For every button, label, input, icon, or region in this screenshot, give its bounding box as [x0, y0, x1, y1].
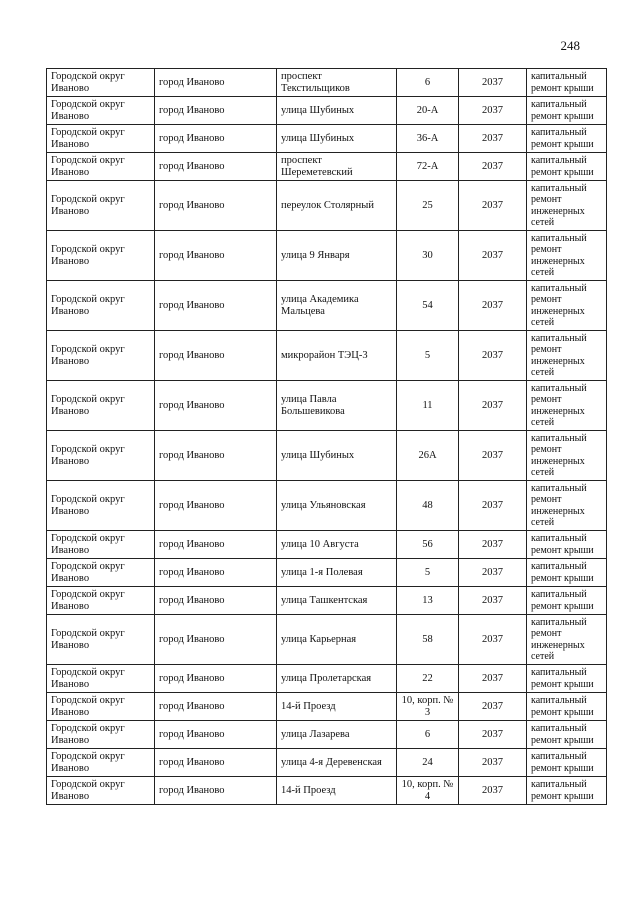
works-table	[46, 68, 607, 805]
year-cell: 2037	[459, 231, 527, 281]
street-cell: 14-й Проезд	[277, 693, 397, 721]
street-cell: улица Карьерная	[277, 615, 397, 665]
street-cell: переулок Столярный	[277, 181, 397, 231]
house-number-cell: 25	[397, 181, 459, 231]
year-cell: 2037	[459, 97, 527, 125]
city-cell: город Иваново	[155, 531, 277, 559]
street-cell: улица Пролетарская	[277, 665, 397, 693]
year-cell: 2037	[459, 615, 527, 665]
city-cell: город Иваново	[155, 231, 277, 281]
street-cell: улица Павла Большевикова	[277, 381, 397, 431]
street-cell: улица Лазарева	[277, 721, 397, 749]
street-cell: улица Шубиных	[277, 431, 397, 481]
municipality-cell: Городской округ Иваново	[47, 615, 155, 665]
work-type-cell: капитальный ремонт крыши	[527, 665, 607, 693]
street-cell: улица 10 Августа	[277, 531, 397, 559]
house-number-cell: 13	[397, 587, 459, 615]
table-row	[47, 721, 607, 749]
city-cell: город Иваново	[155, 181, 277, 231]
house-number-cell: 26А	[397, 431, 459, 481]
municipality-cell: Городской округ Иваново	[47, 381, 155, 431]
city-cell: город Иваново	[155, 777, 277, 805]
work-type-cell: капитальный ремонт инженерных сетей	[527, 331, 607, 381]
year-cell: 2037	[459, 481, 527, 531]
page-number: 248	[560, 38, 580, 53]
work-type-cell: капитальный ремонт крыши	[527, 749, 607, 777]
table-row	[47, 665, 607, 693]
house-number-cell: 5	[397, 559, 459, 587]
municipality-cell: Городской округ Иваново	[47, 531, 155, 559]
street-cell: улица Академика Мальцева	[277, 281, 397, 331]
city-cell: город Иваново	[155, 749, 277, 777]
work-type-cell: капитальный ремонт инженерных сетей	[527, 231, 607, 281]
year-cell: 2037	[459, 587, 527, 615]
street-cell: улица 1-я Полевая	[277, 559, 397, 587]
table-row	[47, 559, 607, 587]
work-type-cell: капитальный ремонт крыши	[527, 531, 607, 559]
house-number-cell: 20-А	[397, 97, 459, 125]
year-cell: 2037	[459, 693, 527, 721]
table-row	[47, 125, 607, 153]
year-cell: 2037	[459, 531, 527, 559]
street-cell: улица Ульяновская	[277, 481, 397, 531]
city-cell: город Иваново	[155, 331, 277, 381]
municipality-cell: Городской округ Иваново	[47, 331, 155, 381]
municipality-cell: Городской округ Иваново	[47, 69, 155, 97]
house-number-cell: 36-А	[397, 125, 459, 153]
city-cell: город Иваново	[155, 587, 277, 615]
street-cell: проспект Шереметевский	[277, 153, 397, 181]
city-cell: город Иваново	[155, 721, 277, 749]
city-cell: город Иваново	[155, 665, 277, 693]
municipality-cell: Городской округ Иваново	[47, 559, 155, 587]
year-cell: 2037	[459, 431, 527, 481]
municipality-cell: Городской округ Иваново	[47, 231, 155, 281]
year-cell: 2037	[459, 381, 527, 431]
municipality-cell: Городской округ Иваново	[47, 97, 155, 125]
work-type-cell: капитальный ремонт инженерных сетей	[527, 431, 607, 481]
municipality-cell: Городской округ Иваново	[47, 721, 155, 749]
street-cell: микрорайон ТЭЦ-3	[277, 331, 397, 381]
street-cell: улица Ташкентская	[277, 587, 397, 615]
table-row	[47, 153, 607, 181]
city-cell: город Иваново	[155, 281, 277, 331]
municipality-cell: Городской округ Иваново	[47, 749, 155, 777]
table-row	[47, 587, 607, 615]
municipality-cell: Городской округ Иваново	[47, 777, 155, 805]
work-type-cell: капитальный ремонт крыши	[527, 97, 607, 125]
work-type-cell: капитальный ремонт крыши	[527, 777, 607, 805]
house-number-cell: 72-А	[397, 153, 459, 181]
table-row	[47, 331, 607, 381]
work-type-cell: капитальный ремонт инженерных сетей	[527, 381, 607, 431]
work-type-cell: капитальный ремонт инженерных сетей	[527, 481, 607, 531]
municipality-cell: Городской округ Иваново	[47, 481, 155, 531]
city-cell: город Иваново	[155, 153, 277, 181]
table-row	[47, 749, 607, 777]
work-type-cell: капитальный ремонт крыши	[527, 69, 607, 97]
house-number-cell: 22	[397, 665, 459, 693]
house-number-cell: 54	[397, 281, 459, 331]
year-cell: 2037	[459, 331, 527, 381]
table-row	[47, 693, 607, 721]
house-number-cell: 11	[397, 381, 459, 431]
work-type-cell: капитальный ремонт крыши	[527, 559, 607, 587]
table-row	[47, 281, 607, 331]
city-cell: город Иваново	[155, 615, 277, 665]
municipality-cell: Городской округ Иваново	[47, 693, 155, 721]
house-number-cell: 30	[397, 231, 459, 281]
work-type-cell: капитальный ремонт инженерных сетей	[527, 181, 607, 231]
street-cell: проспект Текстильщиков	[277, 69, 397, 97]
city-cell: город Иваново	[155, 431, 277, 481]
table-row	[47, 481, 607, 531]
work-type-cell: капитальный ремонт крыши	[527, 721, 607, 749]
table-row	[47, 181, 607, 231]
year-cell: 2037	[459, 181, 527, 231]
house-number-cell: 10, корп. № 3	[397, 693, 459, 721]
table-row	[47, 531, 607, 559]
work-type-cell: капитальный ремонт инженерных сетей	[527, 281, 607, 331]
table-row	[47, 431, 607, 481]
year-cell: 2037	[459, 721, 527, 749]
year-cell: 2037	[459, 69, 527, 97]
work-type-cell: капитальный ремонт крыши	[527, 587, 607, 615]
street-cell: улица Шубиных	[277, 125, 397, 153]
table-row	[47, 381, 607, 431]
municipality-cell: Городской округ Иваново	[47, 153, 155, 181]
table-row	[47, 97, 607, 125]
work-type-cell: капитальный ремонт крыши	[527, 693, 607, 721]
house-number-cell: 56	[397, 531, 459, 559]
street-cell: улица 9 Января	[277, 231, 397, 281]
table-row	[47, 231, 607, 281]
year-cell: 2037	[459, 281, 527, 331]
municipality-cell: Городской округ Иваново	[47, 125, 155, 153]
city-cell: город Иваново	[155, 125, 277, 153]
year-cell: 2037	[459, 125, 527, 153]
street-cell: 14-й Проезд	[277, 777, 397, 805]
city-cell: город Иваново	[155, 559, 277, 587]
work-type-cell: капитальный ремонт крыши	[527, 125, 607, 153]
house-number-cell: 5	[397, 331, 459, 381]
city-cell: город Иваново	[155, 97, 277, 125]
city-cell: город Иваново	[155, 481, 277, 531]
year-cell: 2037	[459, 153, 527, 181]
house-number-cell: 6	[397, 69, 459, 97]
year-cell: 2037	[459, 665, 527, 693]
work-type-cell: капитальный ремонт крыши	[527, 153, 607, 181]
municipality-cell: Городской округ Иваново	[47, 587, 155, 615]
house-number-cell: 10, корп. № 4	[397, 777, 459, 805]
street-cell: улица 4-я Деревенская	[277, 749, 397, 777]
city-cell: город Иваново	[155, 69, 277, 97]
year-cell: 2037	[459, 749, 527, 777]
street-cell: улица Шубиных	[277, 97, 397, 125]
municipality-cell: Городской округ Иваново	[47, 181, 155, 231]
year-cell: 2037	[459, 559, 527, 587]
municipality-cell: Городской округ Иваново	[47, 281, 155, 331]
house-number-cell: 6	[397, 721, 459, 749]
municipality-cell: Городской округ Иваново	[47, 431, 155, 481]
table-row	[47, 615, 607, 665]
city-cell: город Иваново	[155, 693, 277, 721]
house-number-cell: 58	[397, 615, 459, 665]
municipality-cell: Городской округ Иваново	[47, 665, 155, 693]
table-row	[47, 777, 607, 805]
house-number-cell: 24	[397, 749, 459, 777]
table-row	[47, 69, 607, 97]
year-cell: 2037	[459, 777, 527, 805]
table-body	[47, 69, 607, 805]
house-number-cell: 48	[397, 481, 459, 531]
work-type-cell: капитальный ремонт инженерных сетей	[527, 615, 607, 665]
city-cell: город Иваново	[155, 381, 277, 431]
